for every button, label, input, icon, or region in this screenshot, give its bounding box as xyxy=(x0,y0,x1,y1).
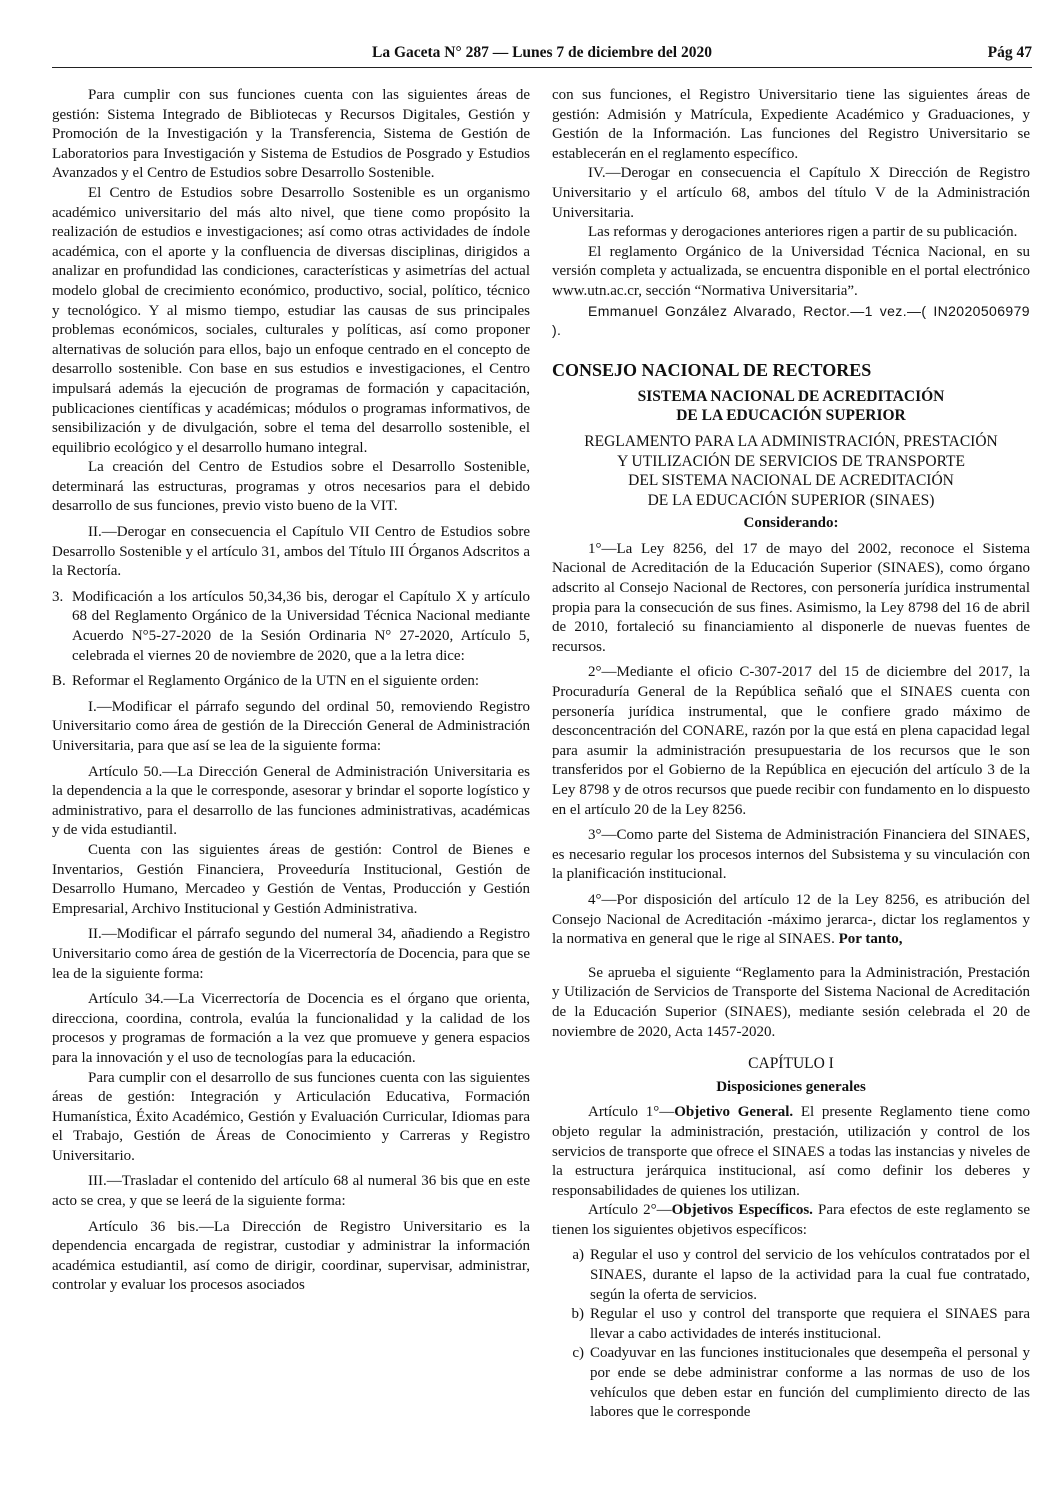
paragraph: I.—Modificar el párrafo segundo del ordinal 50, removiendo Registro Universitario como área de gestión de la Dirección General de Administración Universitaria, para que así se lea de la siguiente forma: xyxy=(52,698,530,754)
list-item xyxy=(552,1344,1030,1422)
list-item xyxy=(552,1305,1030,1344)
paragraph: Artículo 50.—La Dirección General de Administración Universitaria es la dependencia a la que le corresponde, asesorar y brindar el soporte logístico y administrativo, para el desarrollo de las funciones administrativas, académicas y de vida estudiantil. xyxy=(52,763,530,839)
list-marker: B. xyxy=(52,673,66,690)
article-paragraph xyxy=(552,1103,1030,1201)
chapter-heading: CAPÍTULO I xyxy=(748,1055,834,1073)
article-text: El presente Reglamento tiene como objeto regular la administración, prestación, utilización y control de los servicios de transporte que ofrece el SINAES a todas las instancias y niveles de la estructura jerárquica institucional, así como definir los deberes y responsabilidades de quienes los utilizan. xyxy=(552,1104,1030,1199)
chapter-subheading: Disposiciones generales xyxy=(716,1078,866,1095)
paragraph: 3°—Como parte del Sistema de Administración Financiera del SINAES, es necesario regular los procesos internos del Subsistema y su vinculación con la planificación institucional. xyxy=(552,827,1030,883)
list-text: Regular el uso y control del servicio de los vehículos contratados por el SINAES, durante el lapso de la actividad para la cual fue contratado, según la oferta de servicios. xyxy=(590,1247,1030,1303)
paragraph: Cuenta con las siguientes áreas de gestión: Control de Bienes e Inventarios, Gestión Financiera, Proveeduría Institucional, Gestión de Desarrollo Humano, Mercadeo y Gestión de Ventas, Producción y Gestión Empresarial, Archivo Institucional y Gestión Administrativa. xyxy=(52,841,530,917)
article-paragraph xyxy=(552,1201,1030,1240)
right-column xyxy=(552,86,1030,1423)
article-heading: Objetivos Específicos. xyxy=(671,1202,813,1219)
list-marker: a) xyxy=(572,1247,584,1264)
list-text: Regular el uso y control del transporte que requiera el SINAES para llevar a cabo actividades de interés institucional. xyxy=(590,1306,1030,1342)
list-text: Modificación a los artículos 50,34,36 bis, derogar el Capítulo X y artículo 68 del Reglamento Orgánico de la Universidad Técnica Nacional mediante Acuerdo N°5-27-2020 de la Sesión Ordinaria N° 27-2020, Artículo 5, celebrada el viernes 20 de noviembre de 2020, que a la letra dice: xyxy=(72,588,530,664)
list-text: Coadyuvar en las funciones institucionales que desempeña el personal y por ende se debe administrar conforme a las normas de uso de los vehículos que deben estar en función del cumplimiento directo de las labores que le corresponde xyxy=(590,1345,1030,1421)
page-number: Pág 47 xyxy=(987,44,1032,61)
paragraph: Para cumplir con el desarrollo de sus funciones cuenta con las siguientes áreas de gestión: Integración y Articulación Educativa, Formación Humanística, Éxito Académico, Gestión y Evaluación Curricular, Idiomas para el Trabajo, Gestión de Áreas de Conocimiento y Carreras y Registro Universitario. xyxy=(52,1069,530,1164)
regulation-title-line: REGLAMENTO PARA LA ADMINISTRACIÓN, PRESTACIÓN xyxy=(584,432,998,450)
page-header xyxy=(52,44,1032,66)
paragraph: II.—Modificar el párrafo segundo del numeral 34, añadiendo a Registro Universitario como área de gestión de la Vicerrectoría de Docencia, para que se lea de la siguiente forma: xyxy=(52,926,530,982)
list-text: Reformar el Reglamento Orgánico de la UTN en el siguiente orden: xyxy=(72,673,480,690)
list-item xyxy=(52,588,530,666)
signature-line: Emmanuel González Alvarado, Rector.—1 vez.—( IN2020506979 ). xyxy=(552,302,1030,339)
regulation-title-line: DEL SISTEMA NACIONAL DE ACREDITACIÓN xyxy=(628,472,954,490)
article-label: Artículo 2°— xyxy=(588,1202,672,1219)
paragraph: El Centro de Estudios sobre Desarrollo Sostenible es un organismo académico universitario del más alto nivel, que tiene como propósito la realización de estudios e investigaciones; así como otras actividades de índole académica, con el aporte y la confluencia de diversas disciplinas, dirigidos a analizar en profundidad las condiciones, características y asimetrías del actual modelo global de crecimiento económico, productivo, social, político, técnico y tecnológico. Y al mismo tiempo, estudiar las causas de sus principales problemas económicos, sociales, culturales y políticas, así como proponer alternativas de solución para ellos, bajo un enfoque centrado en el concepto de desarrollo sostenible. Con base en sus estudios e investigaciones, el Centro impulsará además la ejecución de programas de formación y capacitación, publicaciones científicas y académicas; módulos o programas informativos, de sensibilización y de divulgación, sobre el tema del desarrollo sostenible, el equilibrio ecológico y el desarrollo humano integral. xyxy=(52,184,530,456)
header-rule xyxy=(52,67,1032,68)
regulation-title-line: Y UTILIZACIÓN DE SERVICIOS DE TRANSPORTE xyxy=(617,452,965,470)
list-marker: c) xyxy=(572,1345,584,1362)
section-title: CONSEJO NACIONAL DE RECTORES xyxy=(552,359,872,380)
paragraph: Artículo 36 bis.—La Dirección de Registro Universitario es la dependencia encargada de registrar, custodiar y administrar la información académica estudiantil, así como de dirigir, coordinar, supervisar, administrar, controlar y evaluar los procesos asociados xyxy=(52,1218,530,1294)
paragraph: Artículo 34.—La Vicerrectoría de Docencia es el órgano que orienta, direcciona, coordina, controla, evalúa la funcionalidad y la calidad de los procesos y programas de formación a la vez que promueve y genera espacios para la innovación y el uso de tecnologías para la educación. xyxy=(52,991,530,1066)
paragraph: El reglamento Orgánico de la Universidad Técnica Nacional, en su versión completa y actualizada, se encuentra disponible en el portal electrónico www.utn.ac.cr, sección “Normativa Universitaria”. xyxy=(552,243,1030,299)
paragraph: 2°—Mediante el oficio C-307-2017 del 15 de diciembre del 2017, la Procuraduría General de la República señaló que el SINAES cuenta con personería jurídica instrumental, que le confiere grado máximo de desconcentración del CONARE, razón por la que está en plena capacidad legal para asumir la administración presupuestaria de los recursos que le son transferidos por el Gobierno de la República en ejecución del artículo 3 de la Ley 8798 y de otros recursos que puede recibir con fundamento en lo dispuesto en el artículo 20 de la Ley 8256. xyxy=(552,664,1030,818)
paragraph: 1°—La Ley 8256, del 17 de mayo del 2002, reconoce el Sistema Nacional de Acreditación de la Educación Superior (SINAES), como órgano adscrito al Consejo Nacional de Rectores, con personería jurídica instrumental propia para la consecución de sus fines. Asimismo, la Ley 8798 del 16 de abril de 2010, fortaleció su financiamiento al disponerle de nuevas fuentes de recursos. xyxy=(552,540,1030,655)
paragraph: IV.—Derogar en consecuencia el Capítulo X Dirección de Registro Universitario y el artículo 68, ambos del título V de la Administración Universitaria. xyxy=(552,165,1030,221)
paragraph: II.—Derogar en consecuencia el Capítulo VII Centro de Estudios sobre Desarrollo Sostenible y el artículo 31, ambos del Título III Órganos Adscritos a la Rectoría. xyxy=(52,524,530,580)
regulation-title-line: DE LA EDUCACIÓN SUPERIOR (SINAES) xyxy=(647,491,935,509)
article-text: Para efectos de este reglamento se tienen los siguientes objetivos específicos: xyxy=(552,1202,1030,1238)
paragraph: III.—Trasladar el contenido del artículo 68 al numeral 36 bis que en este acto se crea, y que se leerá de la siguiente forma: xyxy=(52,1173,530,1210)
paragraph: Las reformas y derogaciones anteriores rigen a partir de su publicación. xyxy=(588,224,1018,241)
list-item xyxy=(52,672,530,692)
considerando-heading: Considerando: xyxy=(743,515,839,532)
paragraph: La creación del Centro de Estudios sobre el Desarrollo Sostenible, determinará las estructuras, programas y otros necesarios para el debido desarrollo de sus funciones, previo visto bueno de la VIT. xyxy=(52,459,530,515)
paragraph: Se aprueba el siguiente “Reglamento para la Administración, Prestación y Utilización de Servicios de Transporte del Sistema Nacional de Acreditación de la Educación Superior (SINAES), mediante sesión celebrada el 20 de noviembre de 2020, Acta 1457-2020. xyxy=(552,964,1030,1040)
list-marker: 3. xyxy=(52,588,64,605)
paragraph xyxy=(552,891,1030,950)
paragraph: con sus funciones, el Registro Universitario tiene las siguientes áreas de gestión: Admisión y Matrícula, Expediente Académico y Graduaciones, y Gestión de la Información. Las funciones del Registro Universitario se establecerán en el reglamento específico. xyxy=(552,87,1030,162)
por-tanto: Por tanto, xyxy=(838,931,903,948)
list-marker: b) xyxy=(571,1306,584,1323)
left-column xyxy=(52,86,530,1296)
gazette-issue-title: La Gaceta N° 287 — Lunes 7 de diciembre del 2020 xyxy=(371,44,712,61)
institution-title xyxy=(552,387,1030,426)
paragraph-text: 4°—Por disposición del artículo 12 de la Ley 8256, es atribución del Consejo Nacional de Acreditación -máximo jerarca-, dictar los reglamentos y la normativa en general que le rige al SINAES. xyxy=(552,891,1030,948)
article-heading: Objetivo General. xyxy=(674,1104,794,1121)
institution-title-line: DE LA EDUCACIÓN SUPERIOR xyxy=(676,407,906,425)
regulation-title xyxy=(552,432,1030,510)
paragraph: Para cumplir con sus funciones cuenta con las siguientes áreas de gestión: Sistema Integrado de Bibliotecas y Recursos Digitales, Gestión y Promoción de la Investigación y la Transferencia, Sistema de Gestión de Laboratorios para Investigación y Sistema de Estudios de Posgrado y Estudios Avanzados y el Centro de Estudios sobre Desarrollo Sostenible. xyxy=(52,87,530,182)
article-label: Artículo 1°— xyxy=(588,1104,675,1121)
institution-title-line: SISTEMA NACIONAL DE ACREDITACIÓN xyxy=(637,387,945,405)
list-item xyxy=(552,1246,1030,1305)
